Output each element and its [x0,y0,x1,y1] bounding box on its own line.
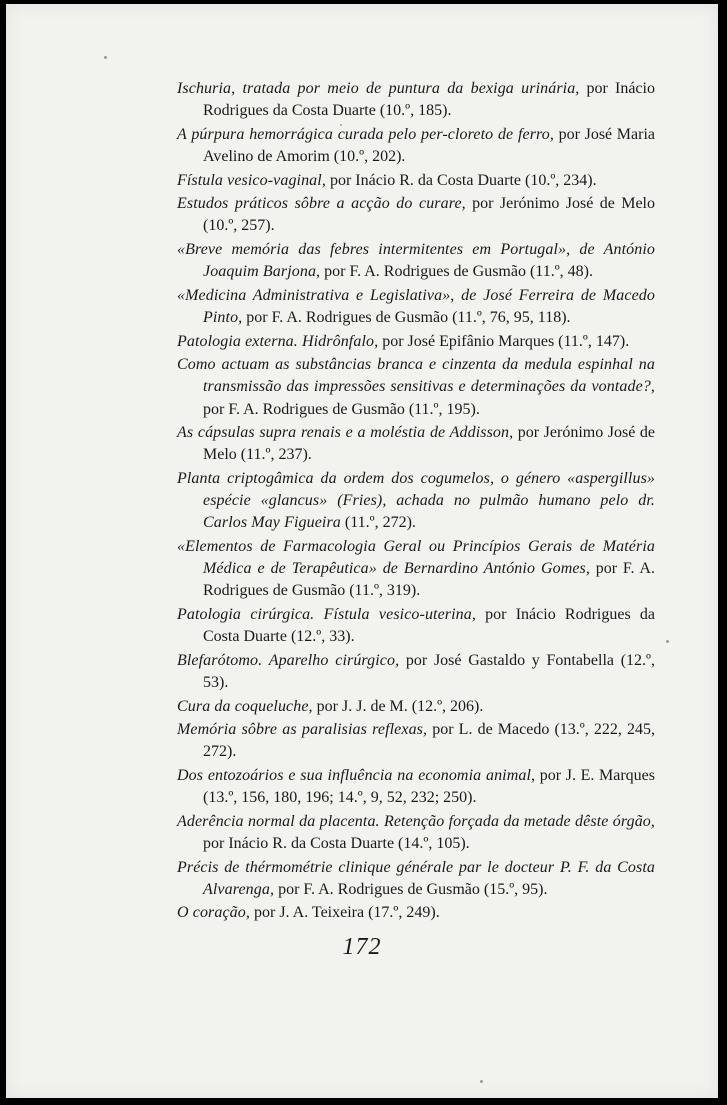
paper-speck [480,1080,483,1083]
entry-author-ref: por F. A. Rodrigues de Gusmão (11.º, 76, 95, 118). [242,308,571,326]
bibliography-list [177,78,655,926]
entry-author-ref: por L. de Macedo (13.º, 222, 245, 272). [203,721,655,761]
paper-speck [666,640,669,643]
entry-author-ref: por F. A. Rodrigues de Gusmão (11.º, 319). [203,560,655,600]
entry-title: Ischuria, tratada por meio de puntura da bexiga urinária, [177,80,580,97]
paper-speck [104,56,107,59]
entry-author-ref: por F. A. Rodrigues de Gusmão (11.º, 48). [320,263,593,281]
entry-author-ref: por Inácio R. da Costa Duarte (10.º, 234). [325,171,597,189]
bibliography-entry [177,193,655,237]
bibliography-entry [177,902,655,924]
bibliography-entry [177,536,655,603]
entry-author-ref: por Inácio R. da Costa Duarte (14.º, 105). [203,834,470,852]
entry-title: A púrpura hemorrágica curada pelo per-cloreto de ferro, [177,125,554,143]
bibliography-entry [177,78,655,122]
bibliography-entry [177,124,655,168]
bibliography-entry [177,719,655,763]
page-number: 172 [342,934,382,960]
entry-author-ref: por Inácio Rodrigues da Costa Duarte (10.º, 185). [203,80,655,120]
entry-author-ref: por J. E. Marques (13.º, 156, 180, 196; 14.º, 9, 52, 232; 250). [203,766,655,807]
entry-title: Patologia externa. Hidrônfalo, [177,332,379,350]
bibliography-entry [177,354,655,421]
entry-title: Fístula vesico-vaginal, [177,171,326,189]
entry-title: Dos entozoários e sua influência na economia animal, [177,766,536,784]
bibliography-entry [177,857,655,901]
bibliography-entry [177,170,655,192]
entry-title: Memória sôbre as paralisias reflexas, [177,721,428,739]
entry-title: Estudos práticos sôbre a acção do curare, [177,195,466,213]
entry-title: O coração, [177,904,250,922]
bibliography-entry [177,650,655,694]
entry-author-ref: por José Maria Avelino de Amorim (10.º, 202). [203,125,655,165]
entry-title: Planta criptogâmica da ordem dos cogumelos, o género «aspergillus» espécie «glancus» (Fries), achada no pulmão humano pelo dr. Carlos May Figueira [177,469,655,532]
document-page [6,4,718,1098]
bibliography-entry [177,604,655,648]
entry-title: «Medicina Administrativa e Legislativa», de José Ferreira de Macedo Pinto, [177,286,655,326]
bibliography-entry [177,468,655,535]
entry-author-ref: por J. A. Teixeira (17.º, 249). [249,904,440,922]
bibliography-entry [177,422,655,466]
entry-title: Como actuam as substâncias branca e cinzenta da medula espinhal na transmissão das impressões sensitivas e determinações da vontade?, [177,356,655,396]
entry-author-ref: por Jerónimo José de Melo (10.º, 257). [203,195,655,235]
bibliography-entry [177,239,655,283]
entry-author-ref: por Jerónimo José de Melo (11.º, 237). [203,424,655,464]
entry-author-ref: por F. A. Rodrigues de Gusmão (11.º, 195). [203,400,480,418]
entry-title: Blefarótomo. Aparelho cirúrgico, [177,651,400,669]
entry-title: Patologia cirúrgica. Fístula vesico-uterina, [177,605,476,623]
entry-author-ref: por F. A. Rodrigues de Gusmão (15.º, 95). [274,880,548,898]
entry-author-ref: (11.º, 272). [340,514,416,532]
entry-author-ref: por J. J. de M. (12.º, 206). [312,697,484,715]
entry-author-ref: por José Epifânio Marques (11.º, 147). [378,332,630,350]
entry-author-ref: por José Gastaldo y Fontabella (12.º, 53). [203,651,655,691]
bibliography-entry [177,696,655,718]
entry-title: Cura da coqueluche, [177,697,313,715]
entry-title: Aderência normal da placenta. Retenção forçada da metade dêste órgão, [177,812,655,830]
entry-title: «Elementos de Farmacologia Geral ou Princípios Gerais de Matéria Médica e de Terapêutica» de Bernardino António Gomes, [177,537,655,578]
entry-title: As cápsulas supra renais e a moléstia de Addisson, [177,424,514,442]
bibliography-entry [177,811,655,855]
entry-title: «Breve memória das febres intermitentes em Portugal», de António Joaquim Barjona, [177,240,655,281]
bibliography-entry [177,285,655,329]
entry-title: Précis de thérmométrie clinique générale par le docteur P. F. da Costa Alvarenga, [177,858,655,898]
bibliography-entry [177,765,655,809]
entry-author-ref: por Inácio Rodrigues da Costa Duarte (12.º, 33). [203,605,655,646]
bibliography-entry [177,331,655,353]
